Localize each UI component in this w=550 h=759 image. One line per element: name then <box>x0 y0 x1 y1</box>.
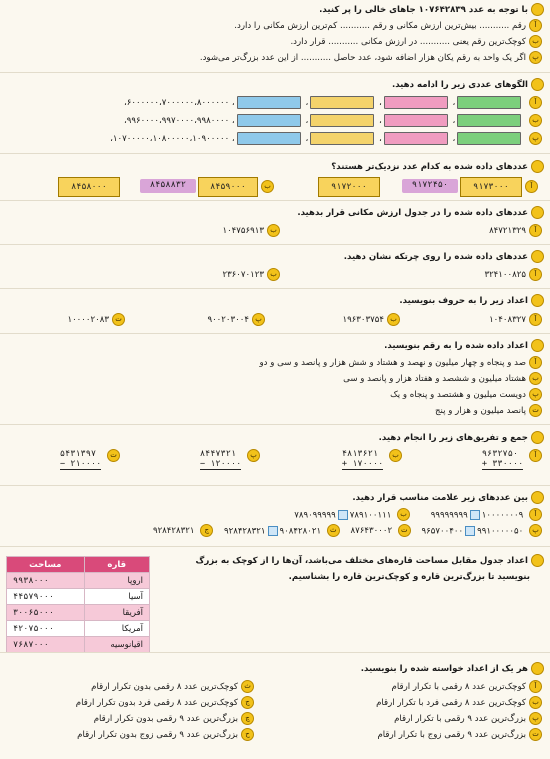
q3-row2-option-a[interactable]: ۸۴۵۹۰۰۰ <box>198 177 258 197</box>
q4-item-2 <box>222 224 280 237</box>
item-bullet-icon: ت <box>398 524 411 537</box>
table-row <box>7 637 150 653</box>
q7-marker-icon <box>531 339 544 352</box>
q7-title <box>384 339 544 352</box>
q11-item-text: بزرگ‌ترین عدد ۹ رقمی زوج با تکرار ارقام <box>377 730 526 740</box>
q8-p4-top: ۵۴۳۱۳۹۷ <box>59 449 97 459</box>
answer-box[interactable] <box>384 132 448 145</box>
q8-p3-op: − <box>199 459 206 469</box>
q6-marker-icon <box>531 294 544 307</box>
q11-item-text: کوچک‌ترین عدد ۸ رقمی با تکرار ارقام <box>391 682 526 692</box>
item-bullet-icon: ب <box>267 268 280 281</box>
q7-item-1 <box>260 356 543 369</box>
q4-item-1 <box>489 224 542 237</box>
q9-row-1 <box>294 508 542 521</box>
q9-num: ۹۰۸۴۲۸۰۲۱ <box>279 526 322 536</box>
q8-marker-icon <box>531 431 544 444</box>
q10-title <box>196 554 544 567</box>
q5-item-1-text: ۳۲۴۱۰۰۸۲۵ <box>484 270 526 280</box>
q4-item-1-text: ۸۴۷۲۱۳۲۹ <box>489 226 526 236</box>
table-cell: ۴۲۰۷۵۰۰۰ <box>7 621 85 637</box>
table-cell: ۷۶۸۷۰۰۰ <box>7 637 85 653</box>
q6-title <box>399 294 544 307</box>
q3-row2-number: ۸۴۵۸۸۳۲ <box>149 180 187 190</box>
q6-item-3 <box>207 313 265 326</box>
q2-row-2-text: ۹۹۶۰۰۰۰،۹۹۷۰۰۰۰،۹۹۸۰۰۰۰، <box>123 116 230 126</box>
q11-left-4 <box>77 728 254 741</box>
answer-box[interactable] <box>237 96 301 109</box>
item-bullet-icon: پ <box>529 132 542 145</box>
q7-item-4 <box>435 404 542 417</box>
answer-box[interactable] <box>457 114 521 127</box>
q7-item-2 <box>343 372 542 385</box>
table-cell: آمریکا <box>84 621 149 637</box>
q8-problem-2 <box>302 449 402 470</box>
q2-row-3: پ ، ، ، ، ۱۰۷۰۰۰۰۰،۱۰۸۰۰۰۰۰،۱۰۹۰۰۰۰۰، <box>110 132 542 145</box>
item-bullet-icon: ث <box>327 524 340 537</box>
q2-row-1-text: ۶۰۰۰۰۰۰،۷۰۰۰۰۰۰،۸۰۰۰۰۰۰، <box>123 98 230 108</box>
q2-row-2: ب ، ، ، ، ۹۹۶۰۰۰۰،۹۹۷۰۰۰۰،۹۹۸۰۰۰۰، <box>124 114 542 127</box>
q1-item-2-text: کوچک‌ترین رقم یعنی ........... در ارزش مکانی ........... قرار دارد. <box>290 37 526 47</box>
q3-row1-option-a[interactable]: ۹۱۷۳۰۰۰ <box>460 177 522 197</box>
q8-p2-bottom: ۱۷۰۰۰۰ <box>352 459 384 469</box>
q2-row-3-text: ۱۰۷۰۰۰۰۰،۱۰۸۰۰۰۰۰،۱۰۹۰۰۰۰۰، <box>110 134 230 144</box>
q4-title-text: عددهای داده شده را در جدول ارزش مکانی قرار بدهید. <box>297 208 528 218</box>
table-cell: ۹۹۳۸۰۰۰ <box>7 573 85 589</box>
q8-p1-top: ۹۶۳۲۷۵۰ <box>481 449 519 459</box>
q5-item-2-text: ۲۳۶۰۷۰۱۲۳ <box>222 270 264 280</box>
item-bullet-icon: ج <box>241 696 254 709</box>
q6-item-4 <box>67 313 125 326</box>
answer-box[interactable] <box>310 132 374 145</box>
q4-item-2-text: ۱۰۴۷۵۶۹۱۳ <box>222 226 264 236</box>
answer-box[interactable] <box>310 114 374 127</box>
q11-right-4 <box>377 728 542 741</box>
q3-title <box>331 160 544 173</box>
item-bullet-icon: ب <box>529 35 542 48</box>
q5-item-2 <box>222 268 280 281</box>
q7-item-1-text: صد و پنجاه و چهار میلیون و نهصد و هشتاد و شش هزار و پانصد و سی و دو <box>259 358 526 368</box>
item-bullet-icon: پ <box>247 449 260 462</box>
item-bullet-icon: آ <box>529 356 542 369</box>
answer-box[interactable] <box>237 114 301 127</box>
table-header: قاره <box>84 557 149 573</box>
q2-title-text: الگوهای عددی زیر را ادامه دهید. <box>391 80 528 90</box>
answer-box[interactable] <box>237 132 301 145</box>
q3-title-text: عددهای داده شده به کدام عدد نزدیک‌تر هستند؟ <box>331 162 528 172</box>
q10-title-text: اعداد جدول مقابل مساحت قاره‌های مختلف می‌باشد، آن‌ها را از کوچک به بزرگ <box>195 556 528 566</box>
item-bullet-icon: آ <box>529 268 542 281</box>
q8-problem-3 <box>160 449 260 470</box>
q5-title-text: عددهای داده شده را روی چرتکه نشان دهید. <box>343 252 528 262</box>
item-bullet-icon: چ <box>241 712 254 725</box>
q9-row-2 <box>153 524 542 537</box>
q8-p3-bottom: ۱۲۰۰۰۰ <box>210 459 242 469</box>
item-bullet-icon: ب <box>387 313 400 326</box>
q3-row2-option-b[interactable]: ۸۴۵۸۰۰۰ <box>58 177 120 197</box>
item-bullet-icon: پ <box>529 712 542 725</box>
divider <box>0 485 550 486</box>
q4-marker-icon <box>531 206 544 219</box>
q11-right-1 <box>392 680 542 693</box>
q8-p4-op: − <box>59 459 66 469</box>
item-bullet-icon: پ <box>529 51 542 64</box>
q7-item-3 <box>390 388 542 401</box>
item-bullet-icon: آ <box>529 19 542 32</box>
q11-item-text: بزرگ‌ترین عدد ۹ رقمی زوج بدون تکرار ارقام <box>77 730 238 740</box>
q9-num: ۸۷۶۴۳۰۰۰۲ <box>350 526 393 536</box>
q9-num: ۹۲۸۴۲۸۳۲۱ <box>152 526 195 536</box>
q2-row-1: آ ، ، ، ، ۶۰۰۰۰۰۰،۷۰۰۰۰۰۰،۸۰۰۰۰۰۰، <box>124 96 542 109</box>
q1-title-text: با توجه به عدد ۱۰۷۶۴۲۸۳۹ جاهای خالی را پر کنید. <box>319 5 528 15</box>
item-bullet-icon: ت <box>529 404 542 417</box>
q6-item-2-text: ۱۹۶۳۰۳۷۵۴ <box>342 315 384 325</box>
item-bullet-icon: ب <box>529 114 542 127</box>
q9-num: ۹۹۹۹۹۹۹۹ <box>430 510 468 520</box>
q10-subtitle: بنویسید تا بزرگ‌ترین قاره و کوچک‌ترین قاره را بشناسیم. <box>288 572 530 582</box>
q9-marker-icon <box>531 491 544 504</box>
q11-marker-icon <box>531 662 544 675</box>
q1-item-3-text: اگر یک واحد به رقم یکان هزار اضافه شود، عدد حاصل ........... از این عدد بزرگ‌تر می‌شود. <box>199 53 526 63</box>
item-bullet-icon: ب <box>267 224 280 237</box>
item-bullet-icon: ب <box>389 449 402 462</box>
q5-marker-icon <box>531 250 544 263</box>
q8-p1-op: + <box>481 459 488 469</box>
q1-title <box>319 3 544 16</box>
q8-title <box>379 431 544 444</box>
divider <box>0 244 550 245</box>
answer-box[interactable] <box>457 96 521 109</box>
item-bullet-icon: ب <box>529 372 542 385</box>
q3-row1-number: ۹۱۷۲۴۵۰ <box>411 180 449 190</box>
q9-num: ۹۹۱۰۰۰۰۰۵۰ <box>477 526 524 536</box>
q1-marker-icon <box>531 3 544 16</box>
table-row <box>7 621 150 637</box>
table-row <box>7 605 150 621</box>
divider <box>0 288 550 289</box>
q2-title <box>392 78 544 91</box>
q11-item-text: بزرگ‌ترین عدد ۹ رقمی با تکرار ارقام <box>394 714 526 724</box>
q8-p3-top: ۸۴۴۷۳۲۱ <box>199 449 237 459</box>
item-bullet-icon: ت <box>107 449 120 462</box>
item-bullet-icon: ب <box>529 696 542 709</box>
q4-title <box>297 206 544 219</box>
table-cell: آفریقا <box>84 605 149 621</box>
item-bullet-icon: پ <box>252 313 265 326</box>
q9-num: ۷۸۹۱۰۰۱۱۱ <box>349 510 392 520</box>
q6-item-3-text: ۹۰۰۲۰۳۰۰۴ <box>207 315 249 325</box>
compare-box[interactable] <box>268 526 278 536</box>
q6-item-4-text: ۱۰۰۰۰۲۰۸۳ <box>67 315 109 325</box>
item-bullet-icon: ب <box>397 508 410 521</box>
q8-problem-4 <box>20 449 120 470</box>
q2-marker-icon <box>531 78 544 91</box>
q6-item-1 <box>489 313 542 326</box>
q7-item-3-text: دویست میلیون و هشتصد و پنجاه و یک <box>390 390 526 400</box>
q11-right-3 <box>394 712 542 725</box>
table-row <box>7 573 150 589</box>
q9-num: ۹۶۵۷۰۰۴۰۰ <box>421 526 464 536</box>
q10-marker-icon <box>531 554 544 567</box>
divider <box>0 546 550 547</box>
q11-item-text: بزرگ‌ترین عدد ۹ رقمی بدون تکرار ارقام <box>93 714 238 724</box>
q11-left-2 <box>76 696 254 709</box>
q3-row1-option-b[interactable]: ۹۱۷۲۰۰۰ <box>318 177 380 197</box>
q9-num: ۱۰۰۰۰۰۰۰۹ <box>481 510 524 520</box>
table-header: مساحت <box>7 557 85 573</box>
answer-box[interactable] <box>384 96 448 109</box>
q11-left-3 <box>94 712 254 725</box>
table-cell: آسیا <box>84 589 149 605</box>
item-bullet-icon: پ <box>529 388 542 401</box>
item-bullet-icon: ح <box>241 728 254 741</box>
q5-item-1 <box>484 268 542 281</box>
q7-item-4-text: پانصد میلیون و هزار و پنج <box>434 406 526 416</box>
table-cell: ۳۰۰۶۵۰۰۰ <box>7 605 85 621</box>
q7-item-2-text: هشتاد میلیون و ششصد و هفتاد هزار و پانصد و سی <box>343 374 526 384</box>
divider <box>0 652 550 653</box>
item-bullet-icon: آ <box>529 313 542 326</box>
table-cell: اروپا <box>84 573 149 589</box>
item-bullet-icon: آ <box>529 449 542 462</box>
answer-box[interactable] <box>457 132 521 145</box>
divider <box>0 200 550 201</box>
item-bullet-icon: پ <box>529 524 542 537</box>
compare-box[interactable] <box>465 526 475 536</box>
compare-box[interactable] <box>470 510 480 520</box>
table-cell: اقیانوسیه <box>84 637 149 653</box>
q6-item-2 <box>342 313 400 326</box>
item-bullet-icon: ث <box>241 680 254 693</box>
q11-item-text: کوچک‌ترین عدد ۸ رقمی فرد با تکرار ارقام <box>376 698 526 708</box>
answer-box[interactable] <box>384 114 448 127</box>
q8-p2-op: + <box>341 459 348 469</box>
table-row <box>7 589 150 605</box>
item-bullet-icon: آ <box>529 680 542 693</box>
q8-problem-1 <box>442 449 542 470</box>
q3-marker-icon <box>531 160 544 173</box>
q9-title-text: بین عددهای زیر علامت مناسب قرار دهید. <box>352 493 528 503</box>
q1-item-2 <box>290 35 542 48</box>
q7-title-text: اعداد داده شده را به رقم بنویسید. <box>384 341 528 351</box>
q11-title-text: هر یک از اعداد خواسته شده را بنویسید. <box>360 664 528 674</box>
q8-p4-bottom: ۲۱۰۰۰۰ <box>70 459 102 469</box>
item-bullet-icon: آ <box>529 96 542 109</box>
q8-title-text: جمع و تفریق‌های زیر را انجام دهید. <box>378 433 528 443</box>
answer-box[interactable] <box>310 96 374 109</box>
q6-title-text: اعداد زیر را به حروف بنویسید. <box>399 296 528 306</box>
q1-item-3 <box>200 51 542 64</box>
q11-title <box>361 662 544 675</box>
q9-title <box>352 491 544 504</box>
q1-item-1-text: رقم ........... بیش‌ترین ارزش مکانی و رقم ........... کم‌ترین ارزش مکانی را دارد. <box>234 21 526 31</box>
divider <box>0 72 550 73</box>
divider <box>0 333 550 334</box>
q6-item-1-text: ۱۰۴۰۸۳۲۷ <box>489 315 526 325</box>
compare-box[interactable] <box>338 510 348 520</box>
q8-p1-bottom: ۳۳۰۰۰۰ <box>492 459 524 469</box>
divider <box>0 424 550 425</box>
q11-item-text: کوچک‌ترین عدد ۸ رقمی بدون تکرار ارقام <box>91 682 238 692</box>
item-bullet-icon: ج <box>200 524 213 537</box>
item-bullet-icon: ت <box>112 313 125 326</box>
table-cell: ۴۴۵۷۹۰۰۰ <box>7 589 85 605</box>
divider <box>0 153 550 154</box>
q11-right-2 <box>376 696 542 709</box>
item-bullet-icon: آ <box>525 180 538 193</box>
q5-title <box>344 250 544 263</box>
item-bullet-icon: آ <box>529 508 542 521</box>
q1-item-1 <box>234 19 542 32</box>
item-bullet-icon: آ <box>529 224 542 237</box>
q11-item-text: کوچک‌ترین عدد ۸ رقمی فرد بدون تکرار ارقام <box>75 698 238 708</box>
q9-num: ۷۸۹۰۹۹۹۹۹ <box>294 510 336 520</box>
item-bullet-icon: ب <box>261 180 274 193</box>
item-bullet-icon: ت <box>529 728 542 741</box>
q11-left-1 <box>91 680 254 693</box>
continents-table <box>6 556 150 653</box>
q8-p2-top: ۴۸۱۳۶۲۱ <box>341 449 379 459</box>
q9-num: ۹۲۸۴۲۸۳۲۱ <box>223 526 266 536</box>
